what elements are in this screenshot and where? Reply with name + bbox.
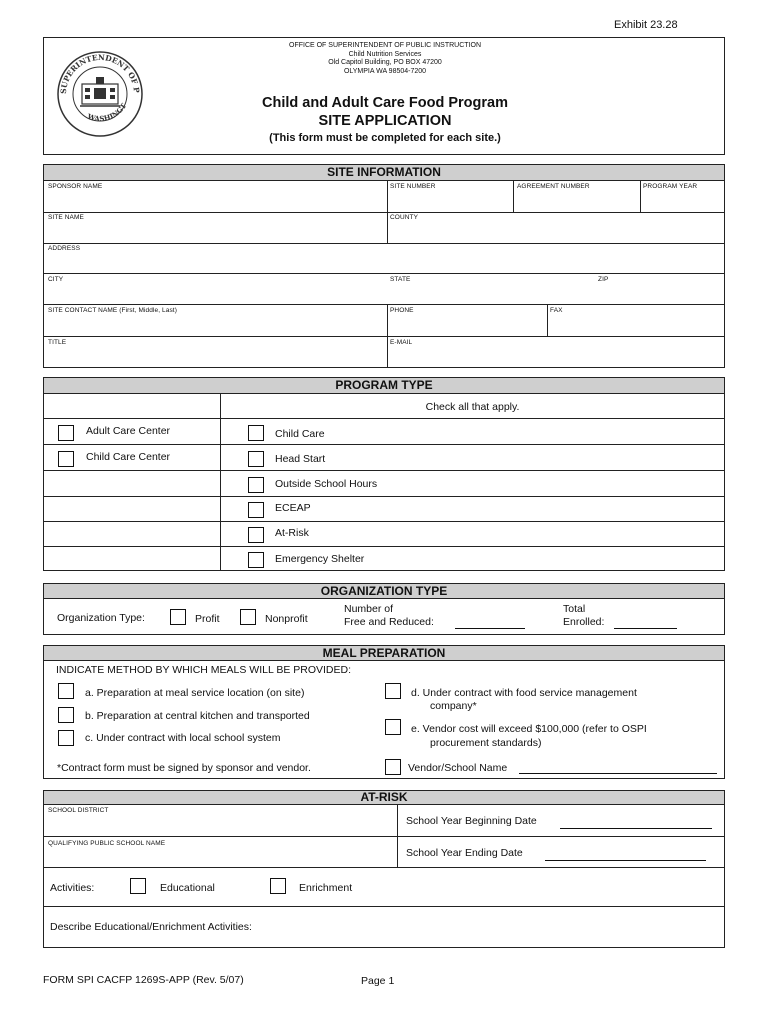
organization-type-heading: ORGANIZATION TYPE — [44, 584, 724, 599]
fax-label: FAX — [550, 307, 563, 314]
svg-text:WASHINGTON: WASHINGT — [86, 101, 129, 124]
svg-text:SUPERINTENDENT OF PUBLIC INSTR: SUPERINTENDENT OF P — [58, 52, 142, 95]
educational-label: Educational — [160, 882, 215, 894]
exhibit-label: Exhibit 23.28 — [614, 19, 678, 31]
option-c-label: c. Under contract with local school system — [85, 732, 281, 744]
enrolled-label: Enrolled: — [563, 616, 605, 628]
adult-care-center-label: Adult Care Center — [86, 425, 171, 437]
option-b-checkbox[interactable] — [58, 707, 74, 723]
vendor-school-name-label: Vendor/School Name — [408, 762, 508, 774]
city-label: CITY — [48, 276, 64, 283]
program-year-label: PROGRAM YEAR — [643, 183, 698, 190]
option-d-checkbox[interactable] — [385, 683, 401, 699]
title-label: TITLE — [48, 339, 67, 346]
school-year-end-label: School Year Ending Date — [406, 847, 523, 859]
division-name: Child Nutrition Services — [348, 50, 422, 58]
child-care-label: Child Care — [275, 428, 325, 440]
at-risk-heading: AT-RISK — [44, 791, 724, 805]
at-risk-checkbox[interactable] — [248, 527, 264, 543]
nonprofit-checkbox[interactable] — [240, 609, 256, 625]
city-address: OLYMPIA WA 98504-7200 — [343, 67, 427, 75]
sponsor-name-label: SPONSOR NAME — [48, 183, 103, 190]
vendor-school-name-field[interactable] — [519, 773, 717, 774]
activities-label: Activities: — [50, 882, 95, 894]
eceap-label: ECEAP — [275, 502, 311, 514]
school-district-label: SCHOOL DISTRICT — [48, 807, 109, 814]
free-reduced-label: Free and Reduced: — [344, 616, 434, 628]
enrichment-checkbox[interactable] — [270, 878, 286, 894]
meal-method-instruction: INDICATE METHOD BY WHICH MEALS WILL BE PROVIDED: — [56, 664, 352, 676]
form-note: (This form must be completed for each site.) — [269, 132, 501, 144]
child-care-checkbox[interactable] — [248, 425, 264, 441]
state-label: STATE — [390, 276, 411, 283]
email-label: E-MAIL — [390, 339, 413, 346]
program-type-instruction: Check all that apply. — [425, 401, 520, 413]
contact-name-label: SITE CONTACT NAME (First, Middle, Last) — [48, 307, 177, 314]
header-address — [200, 42, 570, 76]
head-start-checkbox[interactable] — [248, 451, 264, 467]
enrichment-label: Enrichment — [299, 882, 353, 894]
option-e-checkbox[interactable] — [385, 719, 401, 735]
option-b-label: b. Preparation at central kitchen and transported — [85, 710, 310, 722]
at-risk-label: At-Risk — [275, 527, 309, 539]
program-type-heading: PROGRAM TYPE — [44, 378, 724, 394]
school-year-begin-field[interactable] — [560, 828, 712, 829]
option-a-checkbox[interactable] — [58, 683, 74, 699]
site-name-label: SITE NAME — [48, 214, 84, 221]
school-year-end-field[interactable] — [545, 860, 706, 861]
form-number: FORM SPI CACFP 1269S-APP (Rev. 5/07) — [43, 974, 244, 986]
option-d-label: d. Under contract with food service management — [411, 687, 637, 699]
enrolled-field[interactable] — [614, 628, 677, 629]
emergency-shelter-label: Emergency Shelter — [275, 553, 365, 565]
outside-school-hours-checkbox[interactable] — [248, 477, 264, 493]
vendor-school-checkbox[interactable] — [385, 759, 401, 775]
describe-activities-label: Describe Educational/Enrichment Activities: — [50, 921, 252, 933]
total-label: Total — [563, 603, 586, 615]
county-label: COUNTY — [390, 214, 419, 221]
address-label: ADDRESS — [48, 245, 81, 252]
outside-school-hours-label: Outside School Hours — [275, 478, 378, 490]
educational-checkbox[interactable] — [130, 878, 146, 894]
free-reduced-field[interactable] — [455, 628, 525, 629]
option-a-label: a. Preparation at meal service location (on site) — [85, 687, 305, 699]
number-of-label: Number of — [344, 603, 394, 615]
option-c-checkbox[interactable] — [58, 730, 74, 746]
option-e-label-cont: procurement standards) — [430, 737, 542, 749]
emergency-shelter-checkbox[interactable] — [248, 552, 264, 568]
meal-preparation-heading: MEAL PREPARATION — [44, 646, 724, 661]
state-seal — [56, 50, 144, 138]
adult-care-center-checkbox[interactable] — [58, 425, 74, 441]
profit-label: Profit — [195, 613, 220, 625]
contract-note: *Contract form must be signed by sponsor and vendor. — [57, 762, 311, 774]
option-e-label: e. Vendor cost will exceed $100,000 (refer to OSPI — [411, 723, 647, 735]
site-number-label: SITE NUMBER — [390, 183, 436, 190]
form-subtitle: SITE APPLICATION — [318, 113, 452, 129]
organization-type-label: Organization Type: — [57, 612, 145, 624]
qualifying-school-label: QUALIFYING PUBLIC SCHOOL NAME — [48, 840, 166, 847]
site-information-heading: SITE INFORMATION — [44, 165, 724, 181]
agreement-number-label: AGREEMENT NUMBER — [517, 183, 590, 190]
head-start-label: Head Start — [275, 453, 326, 465]
sponsor-name-field[interactable] — [45, 192, 385, 210]
form-title: Child and Adult Care Food Program — [262, 95, 508, 111]
office-name: OFFICE OF SUPERINTENDENT OF PUBLIC INSTRUCTION — [289, 42, 481, 49]
phone-label: PHONE — [390, 307, 414, 314]
profit-checkbox[interactable] — [170, 609, 186, 625]
zip-label: ZIP — [598, 276, 609, 283]
school-year-begin-label: School Year Beginning Date — [406, 815, 537, 827]
eceap-checkbox[interactable] — [248, 502, 264, 518]
child-care-center-checkbox[interactable] — [58, 451, 74, 467]
option-d-label-cont: company* — [430, 700, 477, 712]
building-address: Old Capitol Building, PO BOX 47200 — [328, 59, 442, 66]
nonprofit-label: Nonprofit — [265, 613, 308, 625]
child-care-center-label: Child Care Center — [86, 451, 171, 463]
page-number: Page 1 — [361, 975, 395, 987]
